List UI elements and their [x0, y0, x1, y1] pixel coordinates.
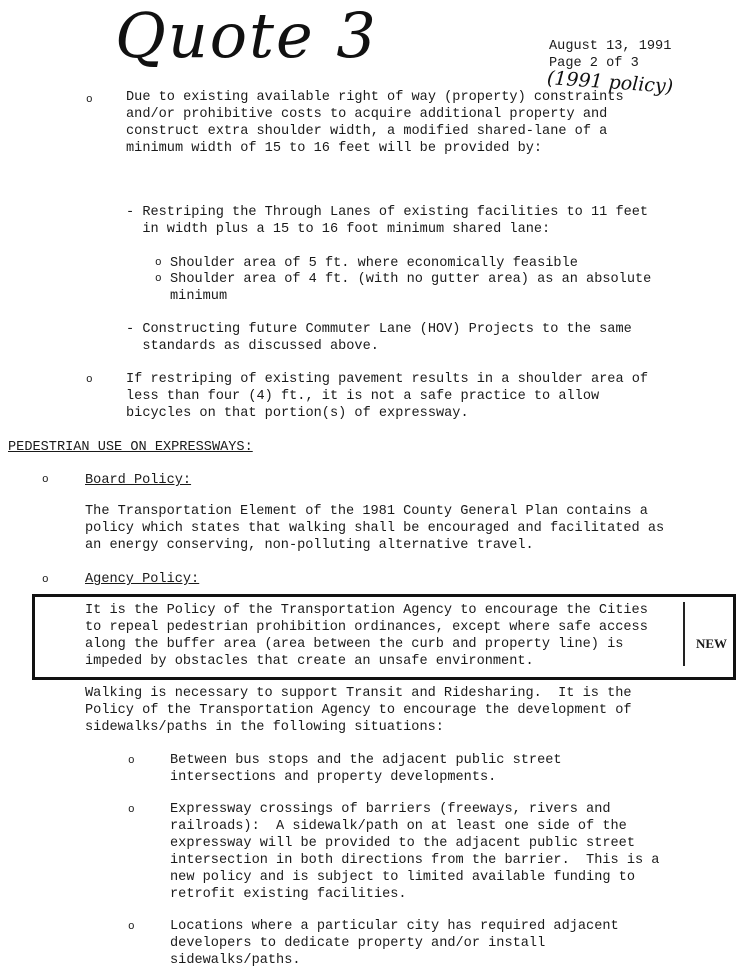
- situation-city-requirements: Locations where a particular city has required adjacent developers to dedicate property and/or install sidewalks/paths.: [170, 919, 619, 968]
- shoulder-4ft-item: Shoulder area of 4 ft. (with no gutter area) as an absolute minimum: [170, 272, 652, 304]
- situation-barrier-crossings: Expressway crossings of barriers (freeways, rivers and railroads): A sidewalk/path on at least one side of the expressway will be provided to the adjacent public street intersection in both directions from the barrier. This is a new policy and is subject to limited available funding to retrofit existing facilities.: [170, 802, 660, 902]
- bullet-icon: o: [128, 804, 135, 816]
- shared-lane-paragraph: Due to existing available right of way (property) constraints and/or prohibitive costs to acquire additional property and construct extra shoulder width, a modified shared-lane of a minimum width of 15 to 16 feet will be provided by:: [126, 90, 624, 156]
- hov-projects-item: - Constructing future Commuter Lane (HOV) Projects to the same standards as discussed above.: [126, 322, 632, 354]
- bullet-icon: o: [42, 574, 49, 586]
- handwritten-note: (1991 policy): [546, 67, 674, 98]
- revision-bar: [683, 602, 685, 666]
- bullet-icon: o: [86, 374, 93, 386]
- restriping-item: - Restriping the Through Lanes of existing facilities to 11 feet in width plus a 15 to 16 foot minimum shared lane:: [126, 205, 649, 237]
- restriping-warning-paragraph: If restriping of existing pavement results in a shoulder area of less than four (4) ft., it is not a safe practice to allow bicycles on that portion(s) of expressway.: [126, 372, 649, 421]
- bullet-icon: o: [155, 273, 162, 285]
- board-policy-title: Board Policy:: [85, 473, 192, 488]
- situation-bus-stops: Between bus stops and the adjacent public street intersections and property developments.: [170, 753, 562, 785]
- header-page-number: Page 2 of 3: [549, 56, 639, 71]
- section-heading: PEDESTRIAN USE ON EXPRESSWAYS:: [8, 440, 253, 455]
- bullet-icon: o: [86, 94, 93, 106]
- handwritten-title: Quote 3: [115, 0, 378, 72]
- header-date: August 13, 1991: [549, 39, 672, 54]
- agency-policy-title: Agency Policy:: [85, 572, 200, 587]
- bullet-icon: o: [155, 257, 162, 269]
- board-policy-text: The Transportation Element of the 1981 County General Plan contains a policy which states that walking shall be encouraged and facilitated as an energy conserving, non-polluting alternative travel.: [85, 504, 665, 553]
- new-tag: NEW: [696, 636, 728, 651]
- agency-policy-text: Walking is necessary to support Transit and Ridesharing. It is the Policy of the Transportation Agency to encourage the development of sidewalks/paths in the following situations:: [85, 686, 632, 735]
- bullet-icon: o: [42, 474, 49, 486]
- bullet-icon: o: [128, 921, 135, 933]
- new-policy-text: It is the Policy of the Transportation Agency to encourage the Cities to repeal pedestrian prohibition ordinances, except where safe access along the buffer area (area between the curb and property line) is impeded by obstacles that create an unsafe environment.: [85, 603, 648, 669]
- bullet-icon: o: [128, 755, 135, 767]
- shoulder-5ft-item: Shoulder area of 5 ft. where economically feasible: [170, 256, 578, 271]
